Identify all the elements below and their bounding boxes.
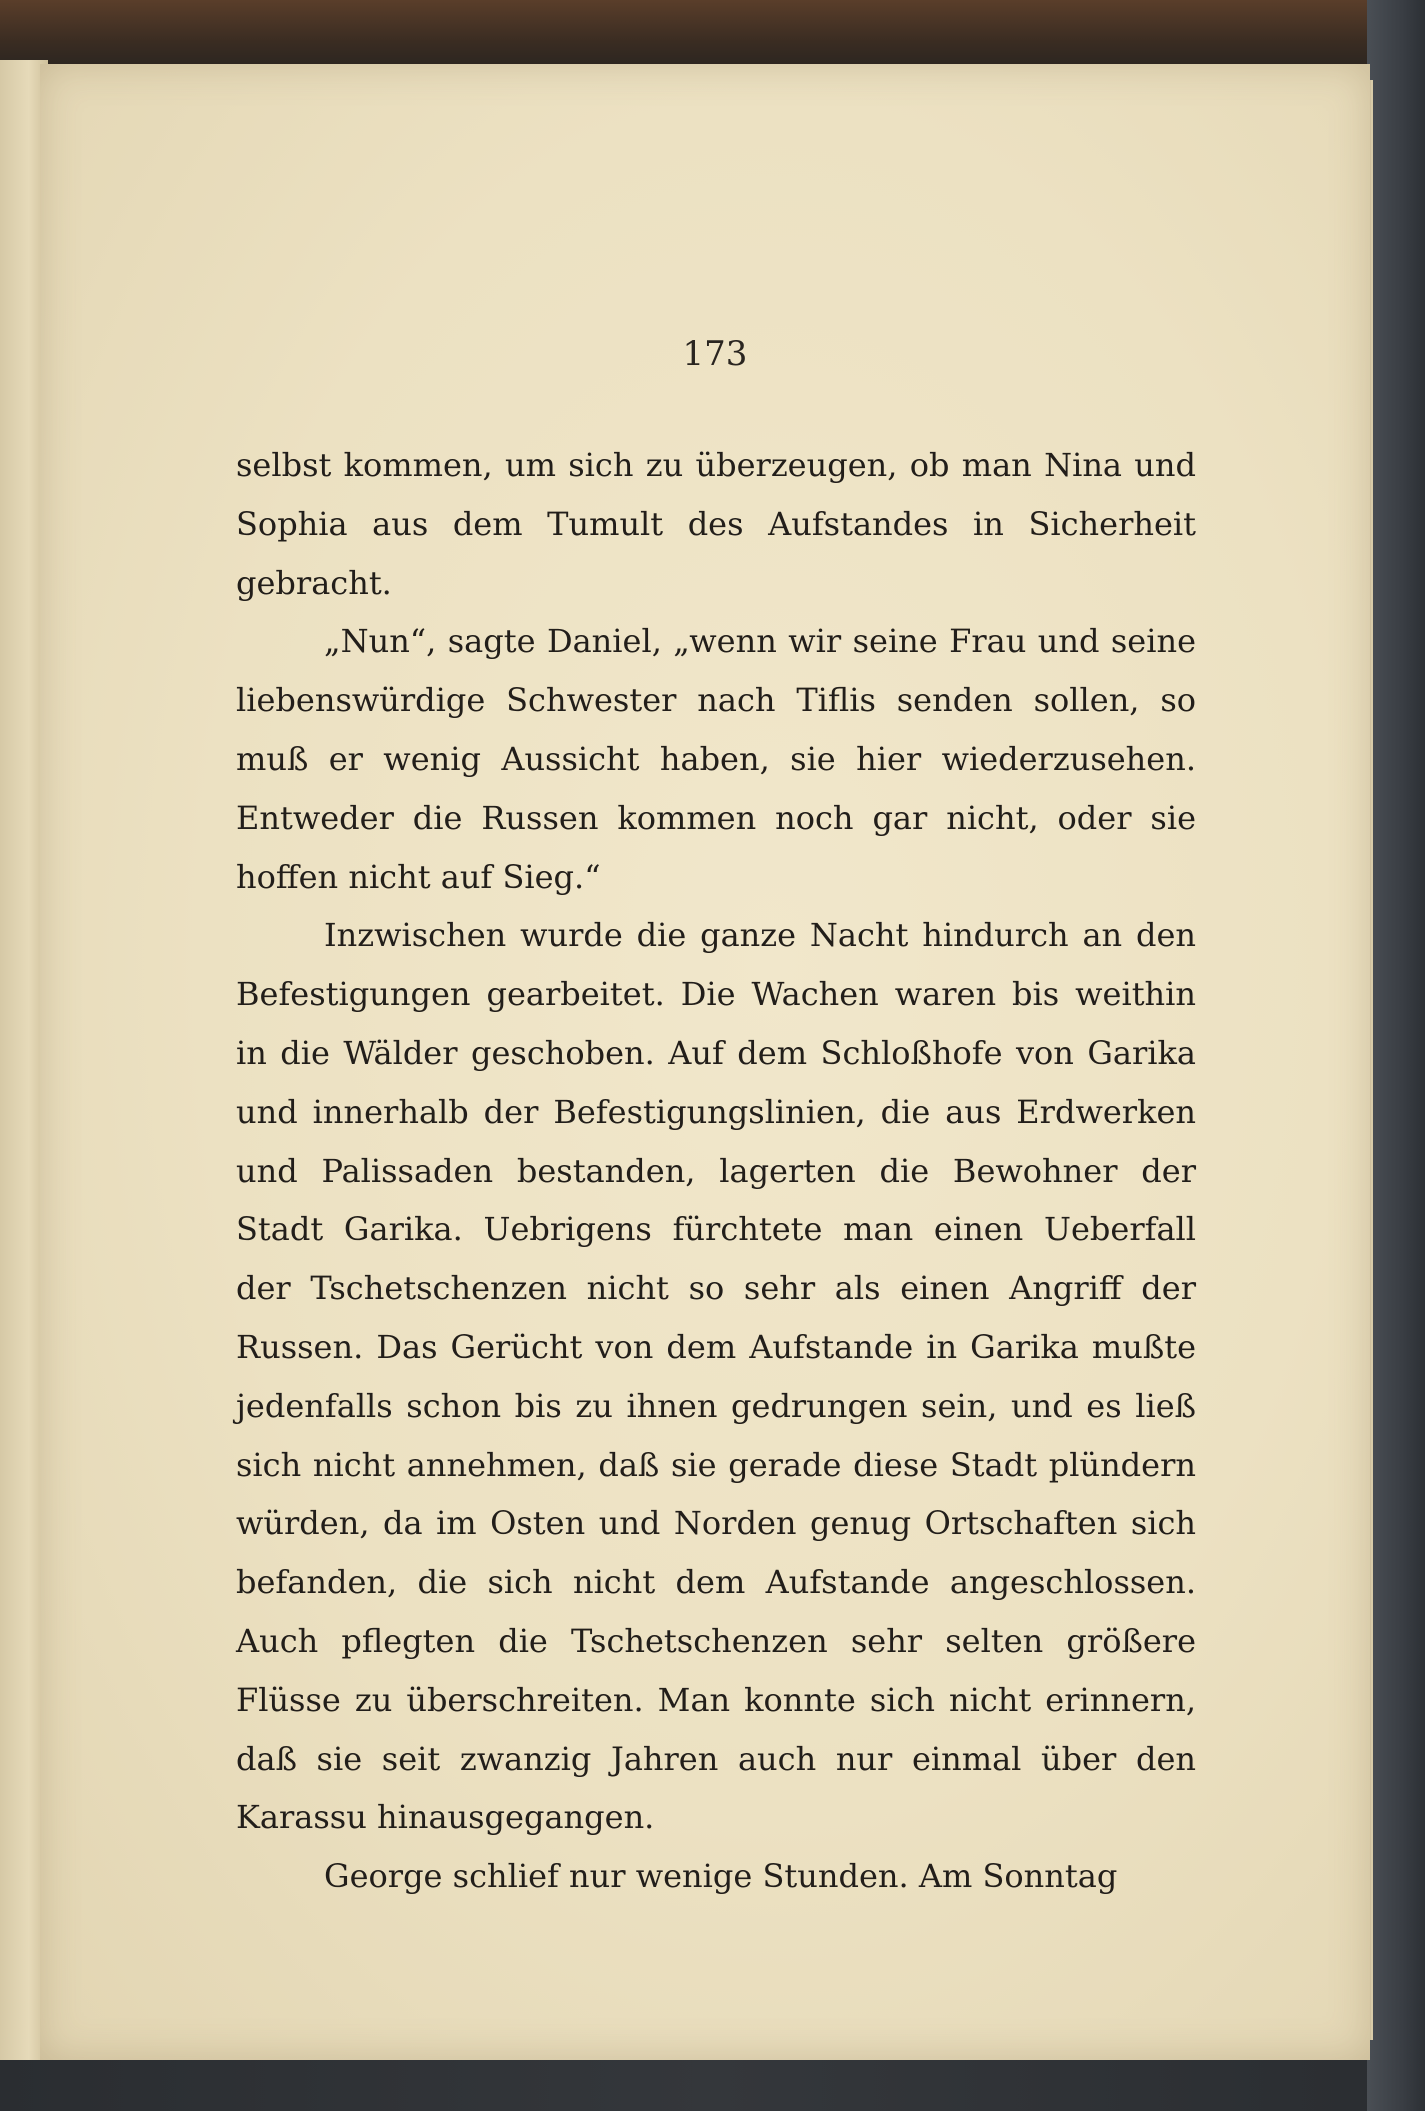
paragraph-fortifications: Inzwischen wurde die ganze Nacht hindurch an den Befestigungen gearbeitet. Die Wachen waren bis weithin in die Wälder geschoben. Auf dem Schloßhofe von Garika und innerhalb der Befestigungslinien, die aus Erdwerken und Palissaden bestanden, lagerten die Bewohner der Stadt Garika. Uebrigens fürchtete man einen Ueberfall der Tschetschenzen nicht so sehr als einen Angriff der Russen. Das Gerücht von dem Aufstande in Garika mußte jedenfalls schon bis zu ihnen gedrungen sein, und es ließ sich nicht annehmen, daß sie gerade diese Stadt plündern würden, da im Osten und Norden genug Ortschaften sich befanden, die sich nicht dem Aufstande angeschlossen. Auch pflegten die Tschetschenzen sehr selten größere Flüsse zu überschreiten. Man konnte sich nicht erinnern, daß sie seit zwanzig Jahren auch nur einmal über den Karassu hinausgegangen. bbox=[236, 916, 1196, 1837]
page-number: 173 bbox=[682, 334, 748, 374]
book-cover-top-edge bbox=[0, 0, 1425, 70]
book-cover-right-edge bbox=[1367, 0, 1425, 2111]
paragraph-dialogue: „Nun“, sagte Daniel, „wenn wir seine Frau und seine liebenswürdige Schwester nach Tiflis senden sollen, so muß er wenig Aussicht haben, sie hier wiederzusehen. Entweder die Russen kommen noch gar nicht, oder sie hoffen nicht auf Sieg.“ bbox=[236, 622, 1196, 896]
paragraph-george: George schlief nur wenige Stunden. Am Sonntag bbox=[324, 1857, 1118, 1896]
book-page bbox=[40, 64, 1370, 2060]
body-text bbox=[236, 436, 1196, 1906]
paragraph-continuation: selbst kommen, um sich zu überzeugen, ob man Nina und Sophia aus dem Tumult des Aufstandes in Sicherheit gebracht. bbox=[236, 446, 1196, 602]
